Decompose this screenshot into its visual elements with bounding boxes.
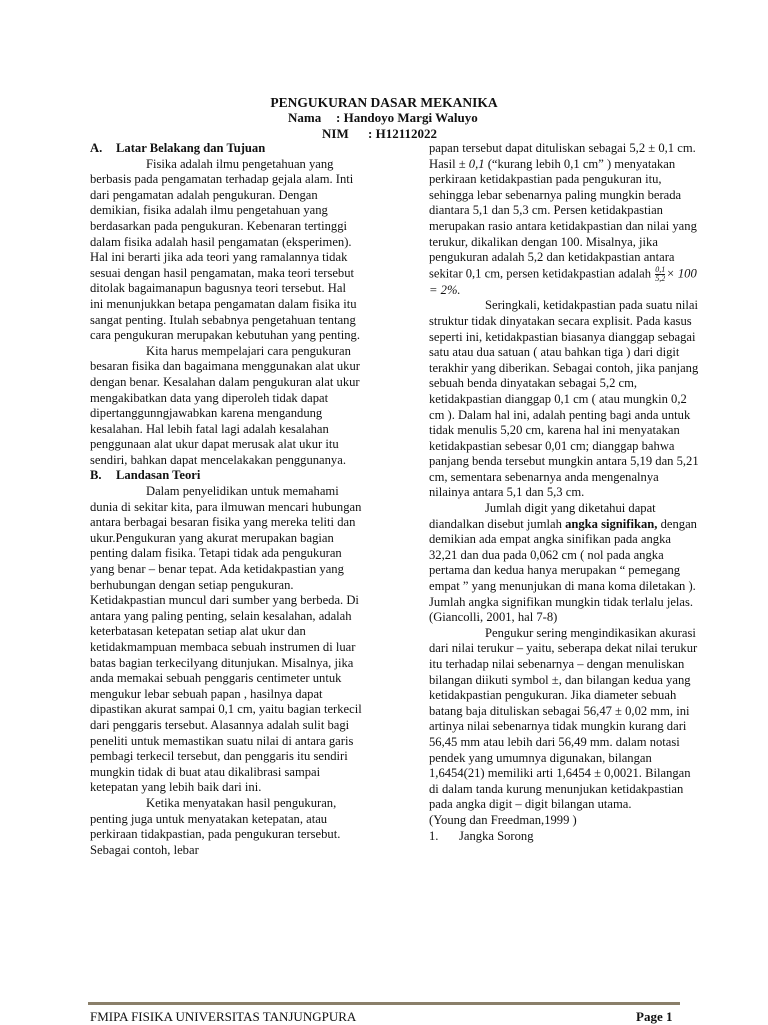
footer-institution: FMIPA FISIKA UNIVERSITAS TANJUNGPURA	[90, 1009, 357, 1024]
paragraph	[429, 501, 701, 610]
paragraph: Ketika menyatakan hasil pengukuran, penting juga untuk menyatakan ketepatan, atau perkiraan tidakpastian, pada pengukuran tersebut. Sebagai contoh, lebar	[90, 795, 341, 857]
footer-rule	[88, 1002, 680, 1005]
section-a-number: A.	[90, 141, 103, 155]
text-run: papan tersebut dapat dituliskan sebagai 5,2 ± 0,1 cm. Hasil ±	[429, 141, 696, 171]
section-b-number: B.	[90, 468, 102, 483]
section-b-heading	[90, 468, 362, 484]
name-label: Nama	[288, 110, 322, 125]
paragraph	[429, 141, 701, 298]
equation: × 100 = 2%.	[429, 266, 697, 297]
nim-value: : H12112022	[368, 126, 437, 141]
text-run: Jumlah digit yang diketahui dapat diandalkan disebut jumlah	[429, 501, 656, 531]
fraction-denominator: 5,2	[655, 273, 666, 283]
section-a-heading	[90, 141, 362, 157]
paragraph: Pengukur sering mengindikasikan akurasi dari nilai terukur – yaitu, seberapa dekat nilai terukur itu terhadap nilai sebenarnya – dengan menuliskan bilangan diikuti symbol ±, dan bilangan kedua yang ketidakpastian pengukuran. Jika diameter sebuah batang baja dituliskan sebagai 56,47 ± 0,02 mm, ini artinya nilai sebenarnya tidak mungkin kurang dari 56,45 mm atau lebih dari 56,49 mm. dalam notasi pendek yang umumnya digunakan, bilangan 1,6454(21) memiliki arti 1,6454 ± 0,0021. Bilangan di dalam tanda kurung menunjukan ketidakpastian pada angka digit – digit bilangan utama.	[429, 625, 698, 812]
name-value: : Handoyo Margi Waluyo	[336, 110, 478, 125]
fraction	[655, 266, 665, 283]
nim-label: NIM	[322, 126, 349, 141]
text-run-bold: angka signifikan,	[565, 516, 658, 531]
section-b-title: Landasan Teori	[116, 468, 201, 483]
paragraph: Fisika adalah ilmu pengetahuan yang berbasis pada pengamatan terhadap gejala alam. Inti dari pengamatan adalah pengukuran. Dengan demikian, fisika adalah ilmu pengetahuan yang berdasarkan pada pengukuran. Kebenaran tertinggi dalam fisika adalah hasil pengamatan (eksperimen). Hal ini berarti jika ada teori yang ramalannya tidak sesuai dengan hasil pengamatan, maka teori tersebut ditolak bagaimanapun bagusnya teori tersebut. Hal ini menunjukkan betapa pengamatan dalam fisika itu sangat penting. Itulah sebabnya pengetahuan tentang cara pengukuran merupakan kebutuhan yang penting.	[90, 156, 360, 343]
page-title: PENGUKURAN DASAR MEKANIKA	[270, 95, 498, 110]
paragraph: Dalam penyelidikan untuk memahami dunia di sekitar kita, para ilmuwan mencari hubungan antara berbagai besaran fisika yang mereka teliti dan ukur.Pengukuran yang akurat merupakan bagian penting dalam fisika. Tetapi tidak ada pengukuran yang benar – benar tepat. Ada ketidakpastian yang berhubungan dengan setiap pengukuran. Ketidakpastian muncul dari sumber yang berbeda. Di antara yang paling penting, selain kesalahan, adalah keterbatasan ketepatan setiap alat ukur dan ketidakmampuan membaca sebuah instrumen di luar batas bagian terkecilyang ditunjukan. Misalnya, jika anda memakai sebuah penggaris centimeter untuk mengukur lebar sebuah papan , hasilnya dapat dipastikan akurat sampai 0,1 cm, yaitu bagian terkecil dari penggaris tersebut. Alasannya adalah sulit bagi peneliti untuk memastikan suatu nilai di antara garis pembagi terkecil tersebut, dan penggaris itu sendiri mungkin tidak di buat atau dikalibrasi sampai ketepatan yang lebih baik dari ini.	[90, 484, 362, 795]
list-item	[429, 829, 701, 845]
page-number: Page 1	[636, 1009, 673, 1024]
citation: (Giancolli, 2001, hal 7-8)	[429, 610, 558, 625]
fraction-numerator: 0,1	[655, 264, 666, 274]
text-run: (“kurang lebih 0,1 cm” ) menyatakan perkiraan ketidakpastian pada pengukuran itu, sehingga lebar sebenarnya paling mungkin berada diantara 5,1 dan 5,3 cm. Persen ketidakpastian merupakan rasio antara ketidakpastian dan nilai yang terukur, dikalikan dengan 100. Misalnya, jika pengukuran adalah 5,2 dan ketidakpastian antara sekitar 0,1 cm, persen ketidakpastian adalah	[429, 156, 697, 281]
citation: (Young dan Freedman,1999 )	[429, 812, 577, 827]
section-a-title: Latar Belakang dan Tujuan	[116, 141, 266, 155]
right-column	[429, 141, 701, 844]
text-run: dengan demikian ada empat angka sinifikan pada angka 32,21 dan dua pada 0,062 cm ( nol pada angka pertama dan kedua hanya merupakan “ pemegang empat ” yang menunjukan di mana koma diletakan ). Jumlah angka signifikan mungkin tidak terlalu jelas.	[429, 516, 697, 609]
list-item-label: Jangka Sorong	[459, 828, 534, 843]
text-run-italic: 0,1	[468, 156, 485, 171]
left-column	[90, 141, 362, 858]
paragraph: Kita harus mempelajari cara pengukuran besaran fisika dan bagaimana menggunakan alat ukur dengan benar. Kesalahan dalam pengukuran alat ukur mengakibatkan data yang diperoleh tidak dapat dipertanggunngjawabkan karena mengandung kesalahan. Hal lebih fatal lagi adalah kesalahan penggunaan alat ukur dapat merusak alat ukur itu sendiri, bahkan dapat mencelakakan penggunanya.	[90, 343, 360, 467]
paragraph: Seringkali, ketidakpastian pada suatu nilai struktur tidak dinyatakan secara explisit. Pada kasus seperti ini, ketidakpastian biasanya dianggap sebagai satu atau dua satuan ( atau bahkan tiga ) dari digit terakhir yang diberikan. Sebagai contoh, jika panjang sebuah benda dinyatakan sebagai 5,2 cm, ketidakpastian dianggap 0,1 cm ( atau mungkin 0,2 cm ). Dalam hal ini, adalah penting bagi anda untuk tidak menulis 5,20 cm, karena hal ini menyatakan ketidakpastian sebesar 0,01 cm; dianggap bahwa panjang benda tersebut mungkin antara 5,19 dan 5,21 cm, sementara sebenarnya anda mengenalnya nilainya antara 5,1 dan 5,3 cm.	[429, 298, 699, 500]
list-number: 1.	[429, 828, 439, 843]
